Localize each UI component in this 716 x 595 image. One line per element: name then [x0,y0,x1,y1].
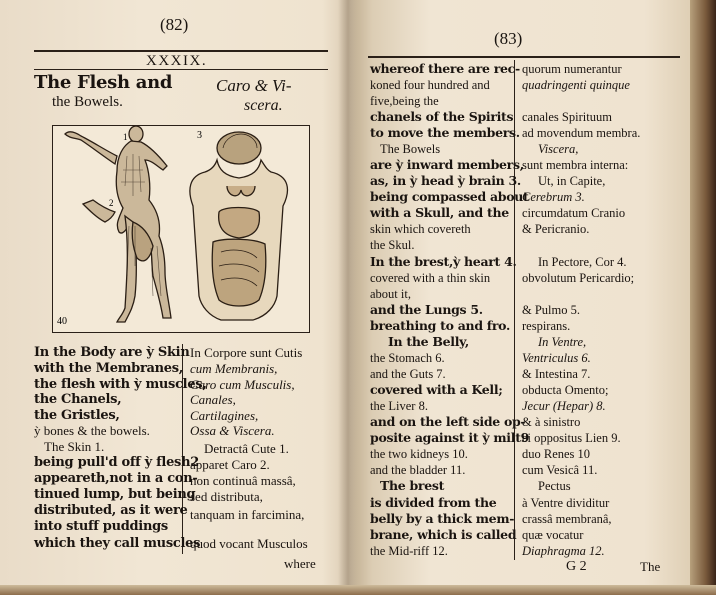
left-section-rule [34,69,328,70]
right-en-line-11: skin which covereth [370,222,471,236]
left-en-line-5: the Gristles, [34,408,120,423]
spine-shadow [338,0,358,595]
figure-label-3: 3 [197,130,202,141]
right-la-line-23: & à sinistro [522,415,581,429]
left-en-line-13: which they call muscles [34,536,201,551]
left-en-line-6: ỳ bones & the bowels. [34,423,150,438]
page-edge-bottom [0,585,716,595]
right-en-line-6: The Bowels [380,142,441,156]
right-la-line-19: Ventriculus 6. [522,351,591,365]
right-la-line-29: crassâ membranâ, [522,512,612,526]
right-la-line-28: à Ventre dividitur [522,496,610,510]
left-header-rule [34,50,328,52]
left-en-line-12: into stuff puddings [34,519,168,534]
left-la-line-13: quod vocant Musculos [190,536,308,551]
muscle-figure [65,126,171,322]
right-en-line-28: is divided from the [370,495,497,510]
right-en-line-18: In the Belly, [388,334,469,349]
title-english-line1: The Flesh and [34,72,173,93]
left-la-line-10: sed distributa, [190,489,263,504]
left-en-line-1: In the Body are ỳ Skin [34,345,190,360]
right-en-line-25: the two kidneys 10. [370,447,468,461]
right-en-line-16: and the Lungs 5. [370,302,483,317]
right-en-line-1: whereof there are rec- [370,61,520,76]
left-en-line-2: with the Membranes, [34,361,184,376]
torso-figure [190,132,288,320]
right-en-line-22: the Liver 8. [370,399,428,413]
right-la-line-16: & Pulmo 5. [522,303,580,317]
left-la-line-2: cum Membranis, [190,361,278,376]
right-la-line-17: respirans. [522,319,571,333]
left-page-number: (82) [160,15,189,34]
right-en-line-13: In the brest,ỳ heart 4. [370,254,517,269]
right-en-line-24: posite against it ỳ milt9 [370,430,530,445]
right-en-line-8: as, in ỳ head ỳ brain 3. [370,173,521,188]
signature-mark: G 2 [566,559,587,574]
right-la-line-24: ei oppositus Lien 9. [522,431,621,445]
left-en-line-3: the flesh with ỳ muscles, [34,377,207,392]
right-la-line-2: quadringenti quinque [522,78,630,92]
right-en-line-27: The brest [380,478,445,493]
left-en-line-9: appeareth,not in a con- [34,471,198,486]
right-la-line-21: obducta Omento; [522,383,609,397]
left-la-line-6: Ossa & Viscera. [190,423,275,438]
left-en-line-4: the Chanels, [34,392,122,407]
left-la-line-9: non continuâ massâ, [190,473,296,488]
right-la-line-20: & Intestina 7. [522,367,591,381]
anatomy-woodcut [52,125,310,333]
right-la-line-31: Diaphragma 12. [522,544,605,558]
right-en-line-4: chanels of the Spirits [370,109,514,124]
left-en-line-7: The Skin 1. [44,439,105,454]
right-la-line-14: obvolutum Pericardio; [522,271,635,285]
figure-label-2: 2 [109,198,114,208]
right-en-line-7: are ỳ inward members, [370,157,524,172]
right-en-line-26: and the bladder 11. [370,463,466,477]
page-edge-right [690,0,716,595]
right-la-line-22: Jecur (Hepar) 8. [522,399,606,413]
figure-label-1: 1 [123,132,128,142]
right-page-number: (83) [494,29,523,48]
left-la-line-5: Cartilagines, [190,408,259,423]
left-la-line-8: apparet Caro 2. [190,457,270,472]
right-la-line-7: sunt membra interna: [522,158,629,172]
right-la-line-1: quorum numerantur [522,62,622,76]
title-latin-line1: Caro & Vi- [216,76,292,95]
section-number: XXXIX. [146,53,208,69]
right-la-line-6: Viscera, [538,142,579,156]
right-la-line-18: In Ventre, [538,335,587,349]
figure-label-40: 40 [57,316,67,327]
anatomy-illustration [53,126,309,332]
right-en-line-12: the Skul. [370,238,415,252]
title-latin-line2: scera. [244,97,283,114]
right-la-line-30: quæ vocatur [522,528,584,542]
right-en-line-5: to move the members. [370,125,520,140]
right-en-line-10: with a Skull, and the [370,205,509,220]
right-en-line-31: the Mid-riff 12. [370,544,448,558]
right-la-line-11: & Pericranio. [522,222,590,236]
right-catchword: The [640,559,661,574]
left-catchword: where [284,556,316,571]
right-en-line-9: being compassed about [370,189,529,204]
right-la-line-27: Pectus [538,479,571,493]
left-la-line-11: tanquam in farcimina, [190,507,305,522]
left-la-line-3: Caro cum Musculis, [190,377,295,392]
right-la-line-13: In Pectore, Cor 4. [538,255,627,269]
left-en-line-11: distributed, as it were [34,503,188,518]
left-la-line-7: Detractâ Cute 1. [204,441,289,456]
right-en-line-30: brane, which is called [370,527,517,542]
title-english-line2: the Bowels. [52,94,123,110]
right-la-line-8: Ut, in Capite, [538,174,606,188]
right-en-line-19: the Stomach 6. [370,351,445,365]
right-la-line-26: cum Vesicâ 11. [522,463,598,477]
right-en-line-14: covered with a thin skin [370,271,491,285]
right-en-line-23: and on the left side op- [370,414,526,429]
right-la-line-9: Cerebrum 3. [522,190,585,204]
right-la-line-5: ad movendum membra. [522,126,641,140]
right-la-line-25: duo Renes 10 [522,447,591,461]
left-en-line-10: tinued lump, but being [34,487,196,502]
right-en-line-29: belly by a thick mem- [370,511,515,526]
right-en-line-15: about it, [370,287,411,301]
right-la-line-4: canales Spirituum [522,110,612,124]
right-la-line-10: circumdatum Cranio [522,206,626,220]
right-en-line-2: koned four hundred and [370,78,490,92]
left-la-line-1: In Corpore sunt Cutis [190,345,303,360]
right-header-rule [368,56,680,58]
right-en-line-20: and the Guts 7. [370,367,446,381]
right-en-line-17: breathing to and fro. [370,318,511,333]
left-la-line-4: Canales, [190,392,236,407]
left-en-line-8: being pull'd off ỳ flesh2 [34,455,199,470]
right-en-line-21: covered with a Kell; [370,382,503,397]
right-en-line-3: five,being the [370,94,439,108]
